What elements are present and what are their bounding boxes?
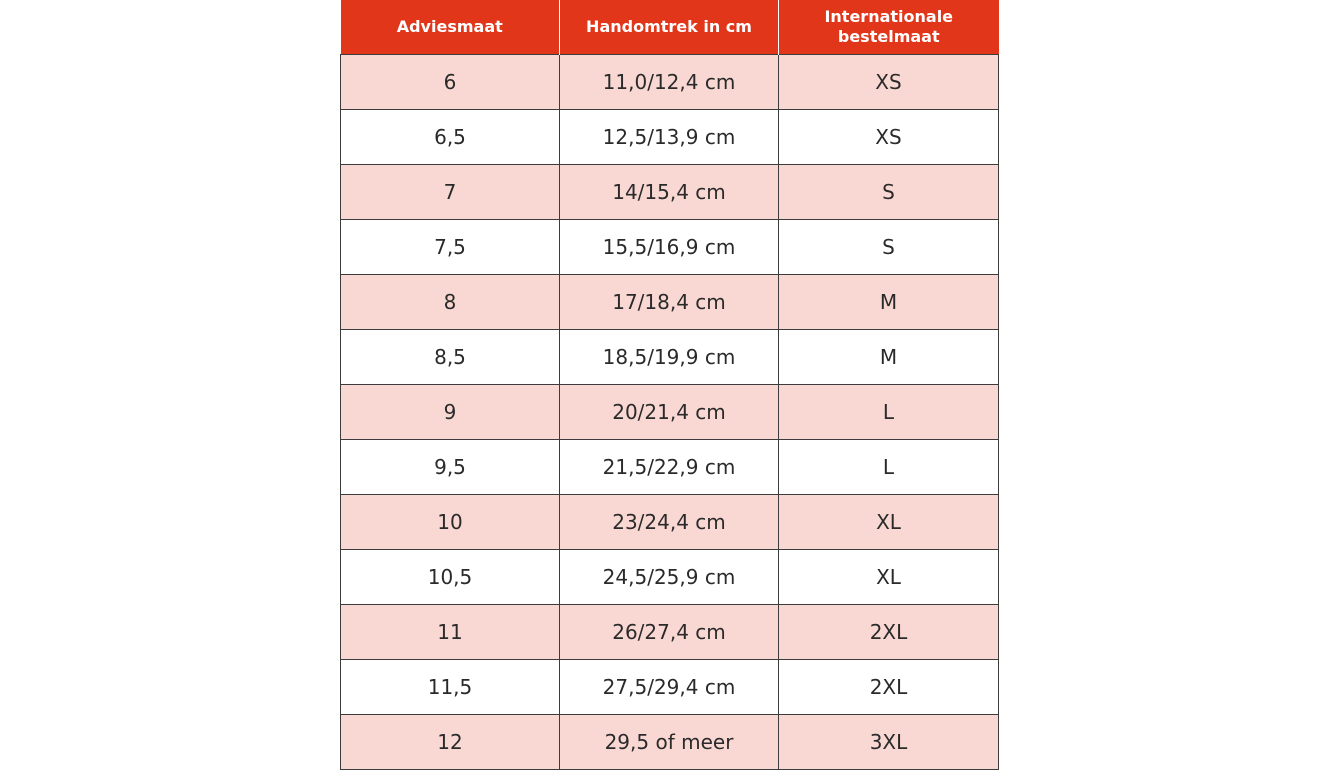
cell-adviesmaat: 8 [341,274,560,329]
cell-adviesmaat: 10,5 [341,549,560,604]
cell-adviesmaat: 11 [341,604,560,659]
table-row [341,109,999,164]
table-row [341,549,999,604]
header-internationale-bestelmaat: Internationale bestelmaat [779,0,999,54]
cell-bestelmaat: XL [779,549,999,604]
cell-handomtrek: 18,5/19,9 cm [560,329,779,384]
cell-handomtrek: 12,5/13,9 cm [560,109,779,164]
table-row [341,219,999,274]
table-row [341,274,999,329]
cell-handomtrek: 23/24,4 cm [560,494,779,549]
table-row [341,439,999,494]
table-row [341,604,999,659]
cell-bestelmaat: M [779,274,999,329]
cell-adviesmaat: 9,5 [341,439,560,494]
cell-adviesmaat: 6,5 [341,109,560,164]
cell-handomtrek: 14/15,4 cm [560,164,779,219]
cell-handomtrek: 11,0/12,4 cm [560,54,779,109]
cell-adviesmaat: 11,5 [341,659,560,714]
cell-adviesmaat: 12 [341,714,560,769]
cell-bestelmaat: L [779,439,999,494]
header-adviesmaat: Adviesmaat [341,0,560,54]
table-row [341,659,999,714]
cell-handomtrek: 26/27,4 cm [560,604,779,659]
cell-adviesmaat: 9 [341,384,560,439]
cell-bestelmaat: S [779,219,999,274]
cell-handomtrek: 24,5/25,9 cm [560,549,779,604]
table-header-row [341,0,999,54]
table-row [341,384,999,439]
cell-handomtrek: 21,5/22,9 cm [560,439,779,494]
size-chart-table [340,0,999,770]
cell-bestelmaat: 2XL [779,604,999,659]
cell-bestelmaat: M [779,329,999,384]
cell-bestelmaat: S [779,164,999,219]
cell-bestelmaat: XL [779,494,999,549]
table-row [341,54,999,109]
cell-bestelmaat: 2XL [779,659,999,714]
cell-adviesmaat: 10 [341,494,560,549]
cell-handomtrek: 29,5 of meer [560,714,779,769]
cell-handomtrek: 15,5/16,9 cm [560,219,779,274]
table-body [341,54,999,769]
cell-bestelmaat: XS [779,109,999,164]
cell-adviesmaat: 8,5 [341,329,560,384]
table-row [341,164,999,219]
cell-bestelmaat: XS [779,54,999,109]
cell-handomtrek: 17/18,4 cm [560,274,779,329]
cell-adviesmaat: 7,5 [341,219,560,274]
table-row [341,714,999,769]
cell-handomtrek: 20/21,4 cm [560,384,779,439]
cell-handomtrek: 27,5/29,4 cm [560,659,779,714]
cell-adviesmaat: 6 [341,54,560,109]
table-row [341,329,999,384]
cell-adviesmaat: 7 [341,164,560,219]
header-handomtrek: Handomtrek in cm [560,0,779,54]
cell-bestelmaat: L [779,384,999,439]
table-row [341,494,999,549]
cell-bestelmaat: 3XL [779,714,999,769]
